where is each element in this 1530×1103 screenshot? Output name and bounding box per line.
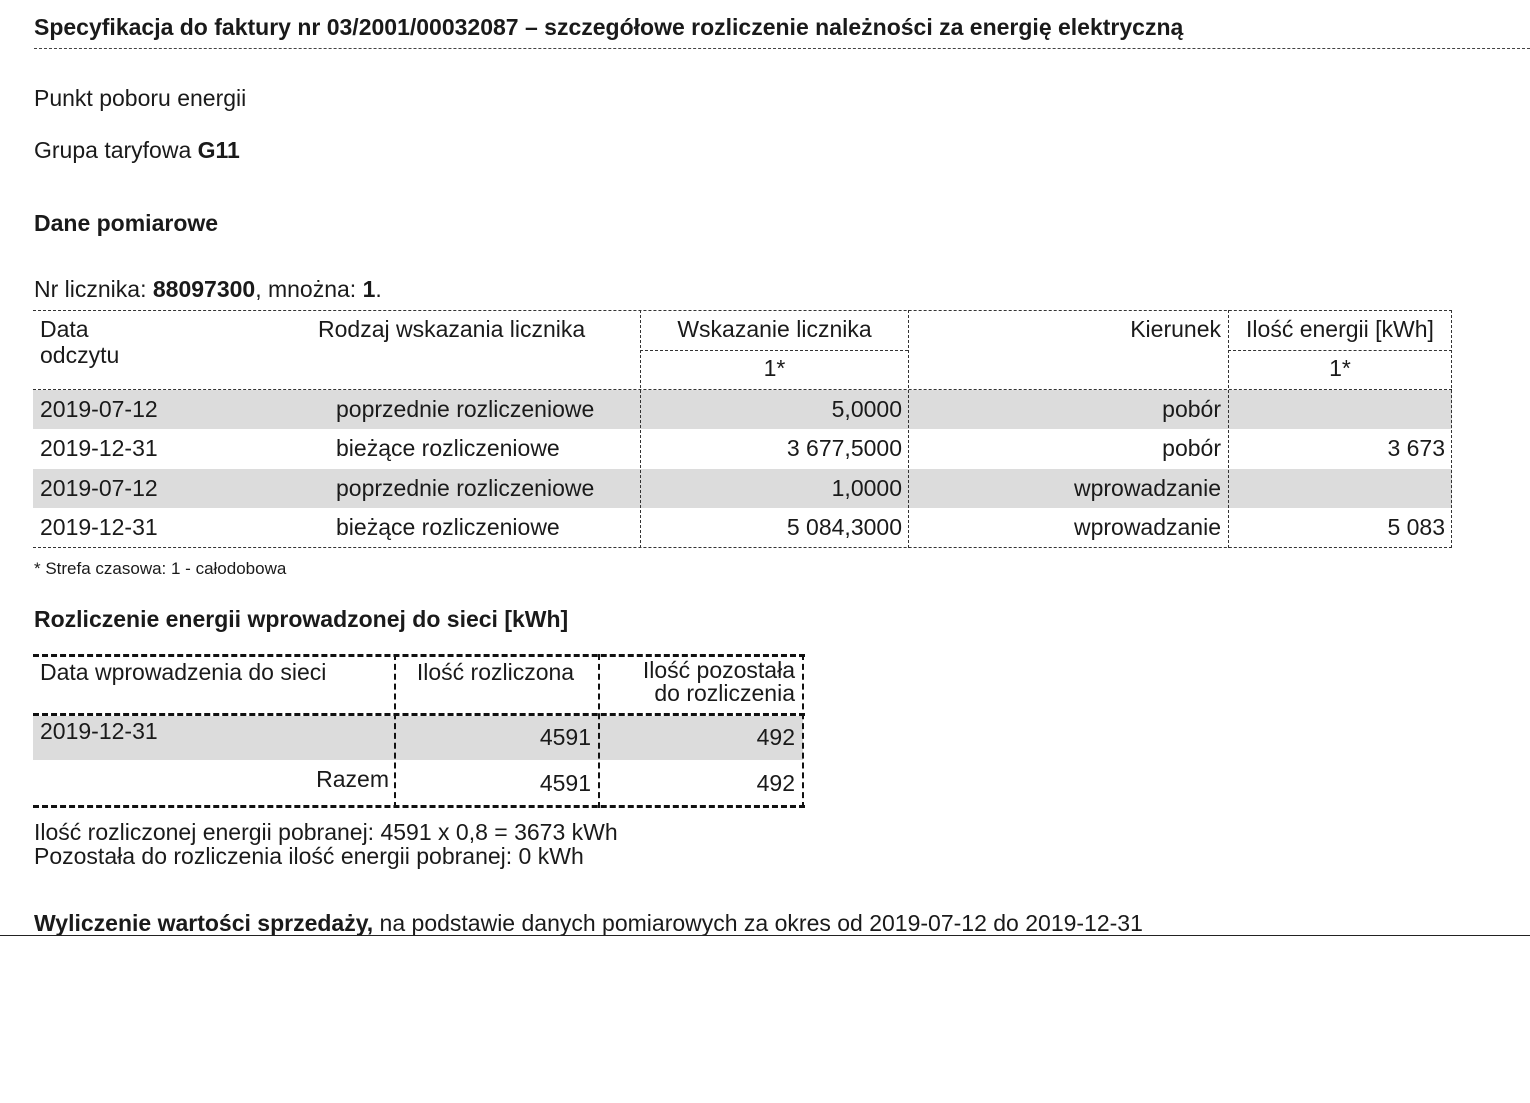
col-header-date: Data wprowadzenia do sieci [40,659,327,685]
bottom-divider [0,935,1530,936]
row-type: bieżące rozliczeniowe [336,435,560,461]
row-direction: pobór [1162,396,1221,422]
col-header-reading-zone: 1* [763,355,786,381]
column-divider [394,654,396,808]
col-header-remaining [601,659,795,705]
column-divider [1228,310,1229,548]
row-direction: wprowadzanie [1073,475,1221,501]
col-header-remaining-line2: do rozliczenia [654,680,795,706]
col-header-date: Data [40,316,89,342]
row-date: 2019-07-12 [40,396,158,422]
dane-pomiarowe-heading: Dane pomiarowe [34,210,219,236]
total-settled: 4591 [539,770,591,796]
total-remaining: 492 [756,770,795,796]
table-border-right [1451,310,1452,548]
total-label: Razem [316,766,389,792]
reading-subheader-line [640,350,908,351]
col-header-remaining-line1: Ilość pozostała [642,657,795,683]
table-border-right [802,654,804,808]
multiplier-value: 1 [362,276,376,302]
settlement-note-2: Pozostała do rozliczenia ilość energii pobranej: 0 kWh [34,843,584,869]
column-divider [640,310,641,548]
sales-calculation-line [34,910,1143,937]
header-bottom-line [33,389,1452,390]
row-energy: 5 083 [1387,514,1445,540]
meter-info-period: . [375,276,382,302]
row-remaining: 492 [756,724,795,750]
meter-number: 88097300 [152,276,256,302]
title-divider [34,48,1530,49]
row-settled: 4591 [539,724,591,750]
row-type: bieżące rozliczeniowe [336,514,560,540]
row-date: 2019-12-31 [40,435,158,461]
row-reading: 5,0000 [831,396,902,422]
col-header-direction: Kierunek [1130,316,1221,342]
row-direction: wprowadzanie [1073,514,1221,540]
row-reading: 1,0000 [831,475,902,501]
settlement-heading: Rozliczenie energii wprowadzonej do sieci [kWh] [34,606,569,632]
row-type: poprzednie rozliczeniowe [336,475,595,501]
sales-calculation-period: na podstawie danych pomiarowych za okres od 2019-07-12 do 2019-12-31 [373,910,1143,936]
col-header-reading: Wskazanie licznika [677,316,872,342]
row-date: 2019-12-31 [40,514,158,540]
sales-calculation-heading: Wyliczenie wartości sprzedaży, [34,910,374,936]
table-border-top [33,310,1452,311]
grupa-taryfowa-line [34,137,240,164]
multiplier-label: , mnożna: [255,276,357,302]
col-header-settled: Ilość rozliczona [416,659,575,685]
col-header-type: Rodzaj wskazania licznika [318,316,586,342]
meter-info-line [34,276,382,303]
time-zone-footnote: * Strefa czasowa: 1 - całodobowa [34,559,287,578]
row-date: 2019-07-12 [40,475,158,501]
settlement-table [33,654,805,808]
energy-subheader-line [1228,350,1452,351]
col-header-date-line2: odczytu [40,342,120,368]
punkt-poboru-label: Punkt poboru energii [34,85,247,111]
row-date: 2019-12-31 [40,718,158,744]
document-title: Specyfikacja do faktury nr 03/2001/00032087 – szczegółowe rozliczenie należności za energię elektryczną [34,14,1184,40]
column-divider [908,310,909,548]
row-energy: 3 673 [1387,435,1445,461]
grupa-taryfowa-label: Grupa taryfowa [34,137,192,163]
table-border-bottom [33,805,805,808]
header-bottom-line [33,713,805,716]
table-border-bottom [33,547,1452,548]
meter-number-label: Nr licznika: [34,276,147,302]
row-direction: pobór [1162,435,1221,461]
meter-readings-table [33,310,1452,548]
row-type: poprzednie rozliczeniowe [336,396,595,422]
column-divider [598,654,600,808]
row-reading: 5 084,3000 [786,514,902,540]
row-reading: 3 677,5000 [786,435,902,461]
col-header-energy-zone: 1* [1329,355,1351,381]
col-header-energy: Ilość energii [kWh] [1246,316,1434,342]
settlement-note-1: Ilość rozliczonej energii pobranej: 4591 x 0,8 = 3673 kWh [34,819,618,845]
grupa-taryfowa-value: G11 [197,137,240,163]
